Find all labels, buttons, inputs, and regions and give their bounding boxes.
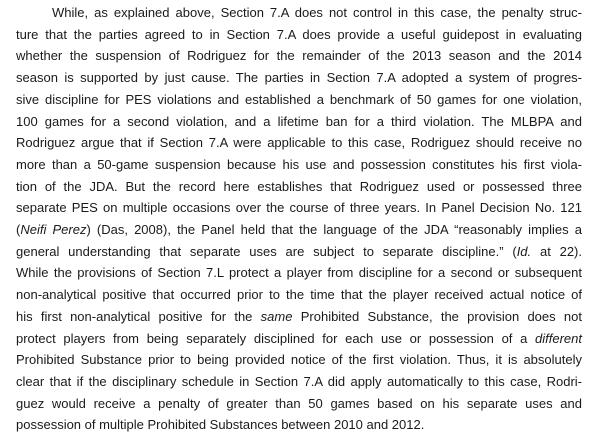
text-run: protect players from being separately disciplined for each use or possession of a (16, 330, 536, 346)
text-run: ) (Das, 2008), the Panel held that the language of the JDA “reasonably implies a (86, 222, 582, 237)
text-line (16, 414, 582, 435)
text-line (16, 241, 582, 262)
text-line (16, 132, 582, 153)
text-line (16, 349, 582, 370)
text-line (16, 89, 582, 110)
text-run: While, as explained above, Section 7.A does not control in this case, the penalty struc- (52, 5, 582, 20)
text-run: clear that if the disciplinary schedule in Section 7.A did apply automatically to this case, Rodri- (16, 373, 582, 389)
text-run: his first non-analytical positive for the (16, 308, 261, 324)
italic-text: same (260, 308, 293, 324)
text-run: Rodriguez argue that if Section 7.A were applicable to this case, Rodriguez should receive no (16, 135, 582, 151)
text-line (16, 176, 582, 197)
text-run: ( (16, 222, 21, 237)
text-line (16, 284, 582, 305)
text-run: possession of multiple Prohibited Substances between 2010 and 2012. (16, 417, 425, 433)
italic-text: Neifi Perez (20, 222, 87, 237)
text-run: season is supported by just cause. The parties in Section 7.A adopted a system of progres- (16, 70, 582, 86)
text-line (16, 306, 582, 327)
text-run: 100 games for a second violation, and a lifetime ban for a third violation. The MLBPA and (16, 113, 582, 129)
text-run: While the provisions of Section 7.L protect a player from discipline for a second or subsequent (16, 265, 582, 281)
text-run: separate PES on multiple occasions over the course of three years. In Panel Decision No. 121 (16, 200, 582, 216)
text-run: tion of the JDA. But the record here establishes that Rodriguez used or possessed three (16, 178, 582, 194)
text-line (16, 393, 582, 414)
text-line (16, 67, 582, 88)
text-run: Prohibited Substance, the provision does not (292, 308, 582, 324)
text-line (16, 371, 582, 392)
text-run: ture that the parties agreed to in Section 7.A does provide a useful guidepost in evaluating (16, 26, 582, 42)
text-line (16, 154, 582, 175)
text-line (16, 45, 582, 66)
italic-text: different (535, 330, 582, 346)
text-run: at 22). (531, 243, 583, 259)
text-line (16, 328, 582, 349)
text-line (16, 219, 582, 240)
text-run: whether the suspension of Rodriguez for the remainder of the 2013 season and the 2014 (16, 48, 582, 64)
text-line (16, 111, 582, 132)
italic-text: Id. (516, 243, 532, 259)
text-run: general understanding that separate uses are subject to separate discipline.” ( (16, 243, 517, 259)
text-run: sive discipline for PES violations and established a benchmark of 50 games for one violation, (16, 91, 582, 107)
text-run: guez would receive a penalty of greater than 50 games based on his separate uses and (16, 395, 582, 411)
text-line (16, 262, 582, 283)
text-run: Prohibited Substance prior to being provided notice of the first violation. Thus, it is absolutely (16, 352, 582, 368)
text-line (52, 2, 582, 23)
text-line (16, 24, 582, 45)
text-run: non-analytical positive that occurred prior to the time that the player received actual notice of (16, 287, 582, 303)
text-line (16, 197, 582, 218)
text-run: more than a 50-game suspension because his use and possession constitutes his first viola- (16, 156, 582, 172)
